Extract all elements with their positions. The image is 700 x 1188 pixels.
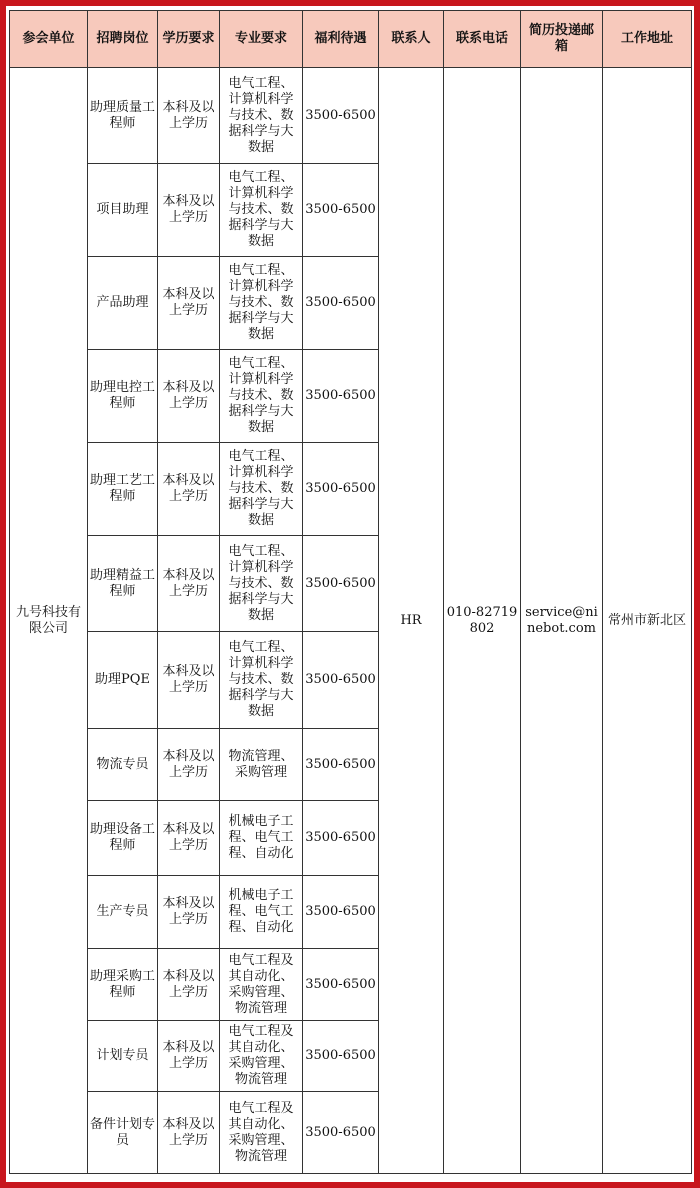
education-cell: 本科及以上学历 [158, 801, 220, 876]
major-cell: 电气工程及其自动化、采购管理、物流管理 [220, 1092, 303, 1174]
education-cell: 本科及以上学历 [158, 1092, 220, 1174]
position-cell: 助理质量工程师 [88, 68, 158, 164]
header-position: 招聘岗位 [88, 11, 158, 68]
company-cell: 九号科技有限公司 [10, 68, 88, 1174]
major-cell: 电气工程、计算机科学与技术、数据科学与大数据 [220, 68, 303, 164]
header-phone: 联系电话 [444, 11, 521, 68]
major-cell: 电气工程、计算机科学与技术、数据科学与大数据 [220, 536, 303, 632]
email-cell: service@ninebot.com [521, 68, 603, 1174]
education-cell: 本科及以上学历 [158, 443, 220, 536]
contact-cell: HR [379, 68, 444, 1174]
major-cell: 电气工程及其自动化、采购管理、物流管理 [220, 1021, 303, 1092]
table-row [10, 68, 692, 164]
salary-cell: 3500-6500 [303, 729, 379, 801]
position-cell: 助理设备工程师 [88, 801, 158, 876]
major-cell: 电气工程、计算机科学与技术、数据科学与大数据 [220, 632, 303, 729]
position-cell: 备件计划专员 [88, 1092, 158, 1174]
position-cell: 助理采购工程师 [88, 949, 158, 1021]
salary-cell: 3500-6500 [303, 443, 379, 536]
page-frame [6, 6, 694, 1182]
salary-cell: 3500-6500 [303, 876, 379, 949]
header-company: 参会单位 [10, 11, 88, 68]
salary-cell: 3500-6500 [303, 257, 379, 350]
header-contact: 联系人 [379, 11, 444, 68]
header-salary: 福利待遇 [303, 11, 379, 68]
major-cell: 电气工程、计算机科学与技术、数据科学与大数据 [220, 257, 303, 350]
position-cell: 计划专员 [88, 1021, 158, 1092]
education-cell: 本科及以上学历 [158, 257, 220, 350]
position-cell: 助理工艺工程师 [88, 443, 158, 536]
salary-cell: 3500-6500 [303, 1092, 379, 1174]
recruitment-table [9, 10, 692, 1174]
salary-cell: 3500-6500 [303, 68, 379, 164]
bottom-border [0, 1182, 700, 1188]
major-cell: 物流管理、采购管理 [220, 729, 303, 801]
salary-cell: 3500-6500 [303, 536, 379, 632]
position-cell: 助理PQE [88, 632, 158, 729]
salary-cell: 3500-6500 [303, 1021, 379, 1092]
phone-cell: 010-82719802 [444, 68, 521, 1174]
education-cell: 本科及以上学历 [158, 536, 220, 632]
education-cell: 本科及以上学历 [158, 164, 220, 257]
salary-cell: 3500-6500 [303, 949, 379, 1021]
address-cell: 常州市新北区 [603, 68, 692, 1174]
header-education: 学历要求 [158, 11, 220, 68]
education-cell: 本科及以上学历 [158, 350, 220, 443]
major-cell: 机械电子工程、电气工程、自动化 [220, 876, 303, 949]
education-cell: 本科及以上学历 [158, 1021, 220, 1092]
education-cell: 本科及以上学历 [158, 876, 220, 949]
position-cell: 助理精益工程师 [88, 536, 158, 632]
education-cell: 本科及以上学历 [158, 632, 220, 729]
major-cell: 电气工程、计算机科学与技术、数据科学与大数据 [220, 350, 303, 443]
education-cell: 本科及以上学历 [158, 729, 220, 801]
major-cell: 电气工程、计算机科学与技术、数据科学与大数据 [220, 164, 303, 257]
header-email: 简历投递邮箱 [521, 11, 603, 68]
position-cell: 生产专员 [88, 876, 158, 949]
education-cell: 本科及以上学历 [158, 949, 220, 1021]
header-address: 工作地址 [603, 11, 692, 68]
salary-cell: 3500-6500 [303, 350, 379, 443]
major-cell: 电气工程及其自动化、采购管理、物流管理 [220, 949, 303, 1021]
education-cell: 本科及以上学历 [158, 68, 220, 164]
position-cell: 产品助理 [88, 257, 158, 350]
header-row [10, 11, 692, 68]
salary-cell: 3500-6500 [303, 632, 379, 729]
position-cell: 项目助理 [88, 164, 158, 257]
header-major: 专业要求 [220, 11, 303, 68]
salary-cell: 3500-6500 [303, 164, 379, 257]
major-cell: 机械电子工程、电气工程、自动化 [220, 801, 303, 876]
salary-cell: 3500-6500 [303, 801, 379, 876]
major-cell: 电气工程、计算机科学与技术、数据科学与大数据 [220, 443, 303, 536]
position-cell: 物流专员 [88, 729, 158, 801]
position-cell: 助理电控工程师 [88, 350, 158, 443]
